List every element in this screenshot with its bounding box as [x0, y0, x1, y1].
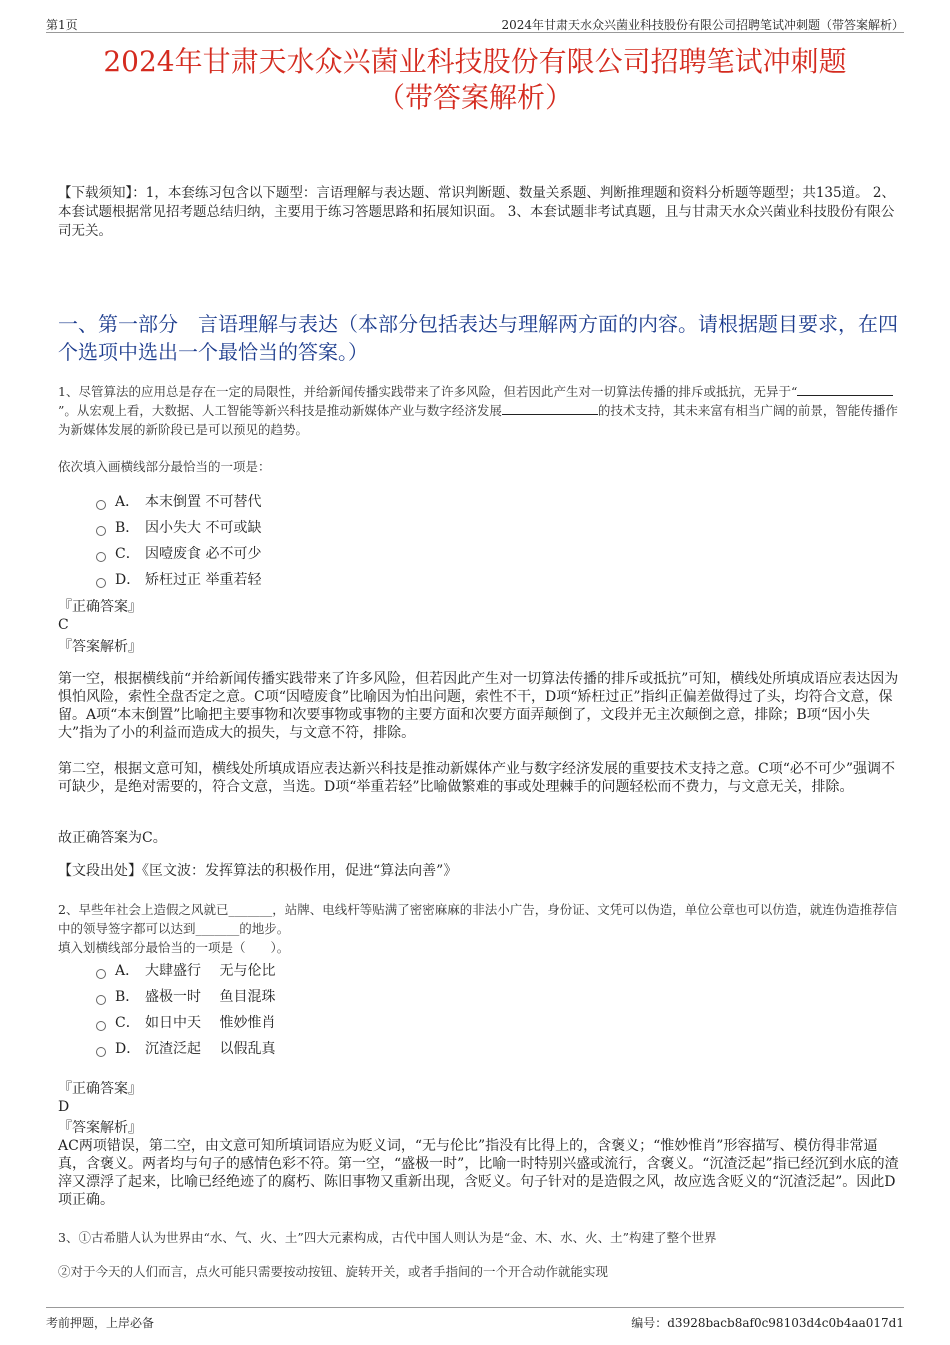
page-header [46, 12, 904, 33]
question-1-prompt: 依次填入画横线部分最恰当的一项是： [58, 459, 271, 474]
question-3-stem: 3、①古希腊人认为世界由“水、气、火、土”四大元素构成，古代中国人则认为是“金、木、水、火、土”构建了整个世界 [58, 1230, 717, 1245]
correct-answer: D [58, 1099, 70, 1115]
question-3-item-2: ②对于今天的人们而言，点火可能只需要按动按钮、旋转开关，或者手指间的一个开合动作就能实现 [58, 1264, 609, 1279]
analysis-paragraph-1: 第一空，根据横线前“并给新闻传播实践带来了许多风险，但若因此产生对一切算法传播的排斥或抵抗”可知，横线处所填成语应表达因为惧怕风险，索性全盘否定之意。C项“因噎废食”比喻因为怕出问题，索性不干，D项“矫枉过正”指纠正偏差做得过了头，均符合文意，保留。A项“本末倒置”比喻把主要事物和次要事物或事物的主要方面和次要方面弄颠倒了，文段并无主次颠倒之意，排除；B项“因小失大”指为了小的利益而造成大的损失，与文意不符，排除。 [58, 671, 899, 741]
option-a[interactable]: A． 大肆盛行 无与伦比 [96, 957, 275, 983]
page-footer [46, 1307, 904, 1328]
option-c[interactable]: C． 因噎废食 必不可少 [96, 540, 261, 566]
analysis-paragraph: AC两项错误，第二空，由文意可知所填词语应为贬义词，“无与伦比”指没有比得上的，含褒义；“惟妙惟肖”形容描写、模仿得非常逼真，含褒义。两者均与句子的感情色彩不符。第一空，“盛极一时”，比喻一时特别兴盛或流行，含褒义。“沉渣泛起”指已经沉到水底的渣滓又漂浮了起来，比喻已经绝迹了的腐朽、陈旧事物又重新出现，含贬义。句子针对的是造假之风，故应选含贬义的“沉渣泛起”。因此D项正确。 [58, 1138, 899, 1208]
analysis-paragraph-3: 故正确答案为C。 [58, 830, 167, 846]
question-1-options [96, 488, 261, 592]
question-2-options [96, 957, 275, 1061]
radio-icon[interactable] [96, 552, 106, 562]
radio-icon[interactable] [96, 526, 106, 536]
fill-blank [797, 383, 893, 396]
title-line-2: （带答案解析） [376, 81, 573, 114]
question-1-stem: 1、尽管算法的应用总是存在一定的局限性，并给新闻传播实践带来了许多风险，但若因此产生对一切算法传播的排斥或抵抗，无异于“”。从宏观上看，大数据、人工智能等新兴科技是推动新媒体产业与数字经济发展 的技术支持，其未来富有相当广阔的前景，智能传播作为新媒体发展的新阶段已是可以预见的趋势。 [58, 384, 898, 437]
analysis-label: 『答案解析』 [58, 639, 142, 655]
footer-slogan: 考前押题，上岸必备 [46, 1316, 155, 1330]
analysis-label: 『答案解析』 [58, 1120, 142, 1136]
page-number: 第1页 [46, 18, 78, 32]
analysis-paragraph-2: 第二空，根据文意可知，横线处所填成语应表达新兴科技是推动新媒体产业与数字经济发展的重要技术支持之意。C项“必不可少”强调不可缺少，是绝对需要的，符合文意，当选。D项“举重若轻”比喻做繁难的事或处理棘手的问题轻松而不费力，与文意无关，排除。 [58, 761, 896, 795]
radio-icon[interactable] [96, 995, 106, 1005]
option-b[interactable]: B． 盛极一时 鱼目混珠 [96, 983, 275, 1009]
radio-icon[interactable] [96, 1047, 106, 1057]
option-d[interactable]: D． 沉渣泛起 以假乱真 [96, 1035, 275, 1061]
answer-label: 『正确答案』 [58, 599, 142, 615]
section-heading: 一、第一部分 言语理解与表达（本部分包括表达与理解两方面的内容。请根据题目要求，在四个选项中选出一个最恰当的答案。） [58, 312, 898, 364]
option-b[interactable]: B． 因小失大 不可或缺 [96, 514, 261, 540]
option-d[interactable]: D． 矫枉过正 举重若轻 [96, 566, 261, 592]
radio-icon[interactable] [96, 578, 106, 588]
page-title [40, 44, 910, 116]
fill-blank [502, 402, 598, 415]
header-doc-title: 2024年甘肃天水众兴菌业科技股份有限公司招聘笔试冲刺题（带答案解析） [501, 18, 904, 32]
footer-doc-id: 编号：d3928bacb8af0c98103d4c0b4aa017d1 [631, 1316, 904, 1330]
download-notice: 【下载须知】：1，本套练习包含以下题型：言语理解与表达题、常识判断题、数量关系题、判断推理题和资料分析题等题型；共135道。 2、本套试题根据常见招考题总结归纳，主要用于练习答题思路和拓展知识面。 3、本套试题非考试真题，且与甘肃天水众兴菌业科技股份有限公司无关。 [58, 185, 895, 239]
source-citation: 【文段出处】《匡文波：发挥算法的积极作用，促进“算法向善”》 [58, 863, 458, 879]
question-2-stem: 2、早些年社会上造假之风就已_______，站牌、电线杆等贴满了密密麻麻的非法小广告，身份证、文凭可以伪造，单位公章也可以仿造，就连伪造推荐信中的领导签字都可以达到_______的地步。 [58, 902, 898, 936]
title-line-1: 2024年甘肃天水众兴菌业科技股份有限公司招聘笔试冲刺题 [103, 45, 847, 78]
radio-icon[interactable] [96, 1021, 106, 1031]
option-c[interactable]: C． 如日中天 惟妙惟肖 [96, 1009, 275, 1035]
answer-label: 『正确答案』 [58, 1081, 142, 1097]
correct-answer: C [58, 617, 69, 633]
radio-icon[interactable] [96, 969, 106, 979]
option-a[interactable]: A． 本末倒置 不可替代 [96, 488, 261, 514]
question-2-prompt: 填入划横线部分最恰当的一项是（ ）。 [58, 940, 290, 955]
radio-icon[interactable] [96, 500, 106, 510]
